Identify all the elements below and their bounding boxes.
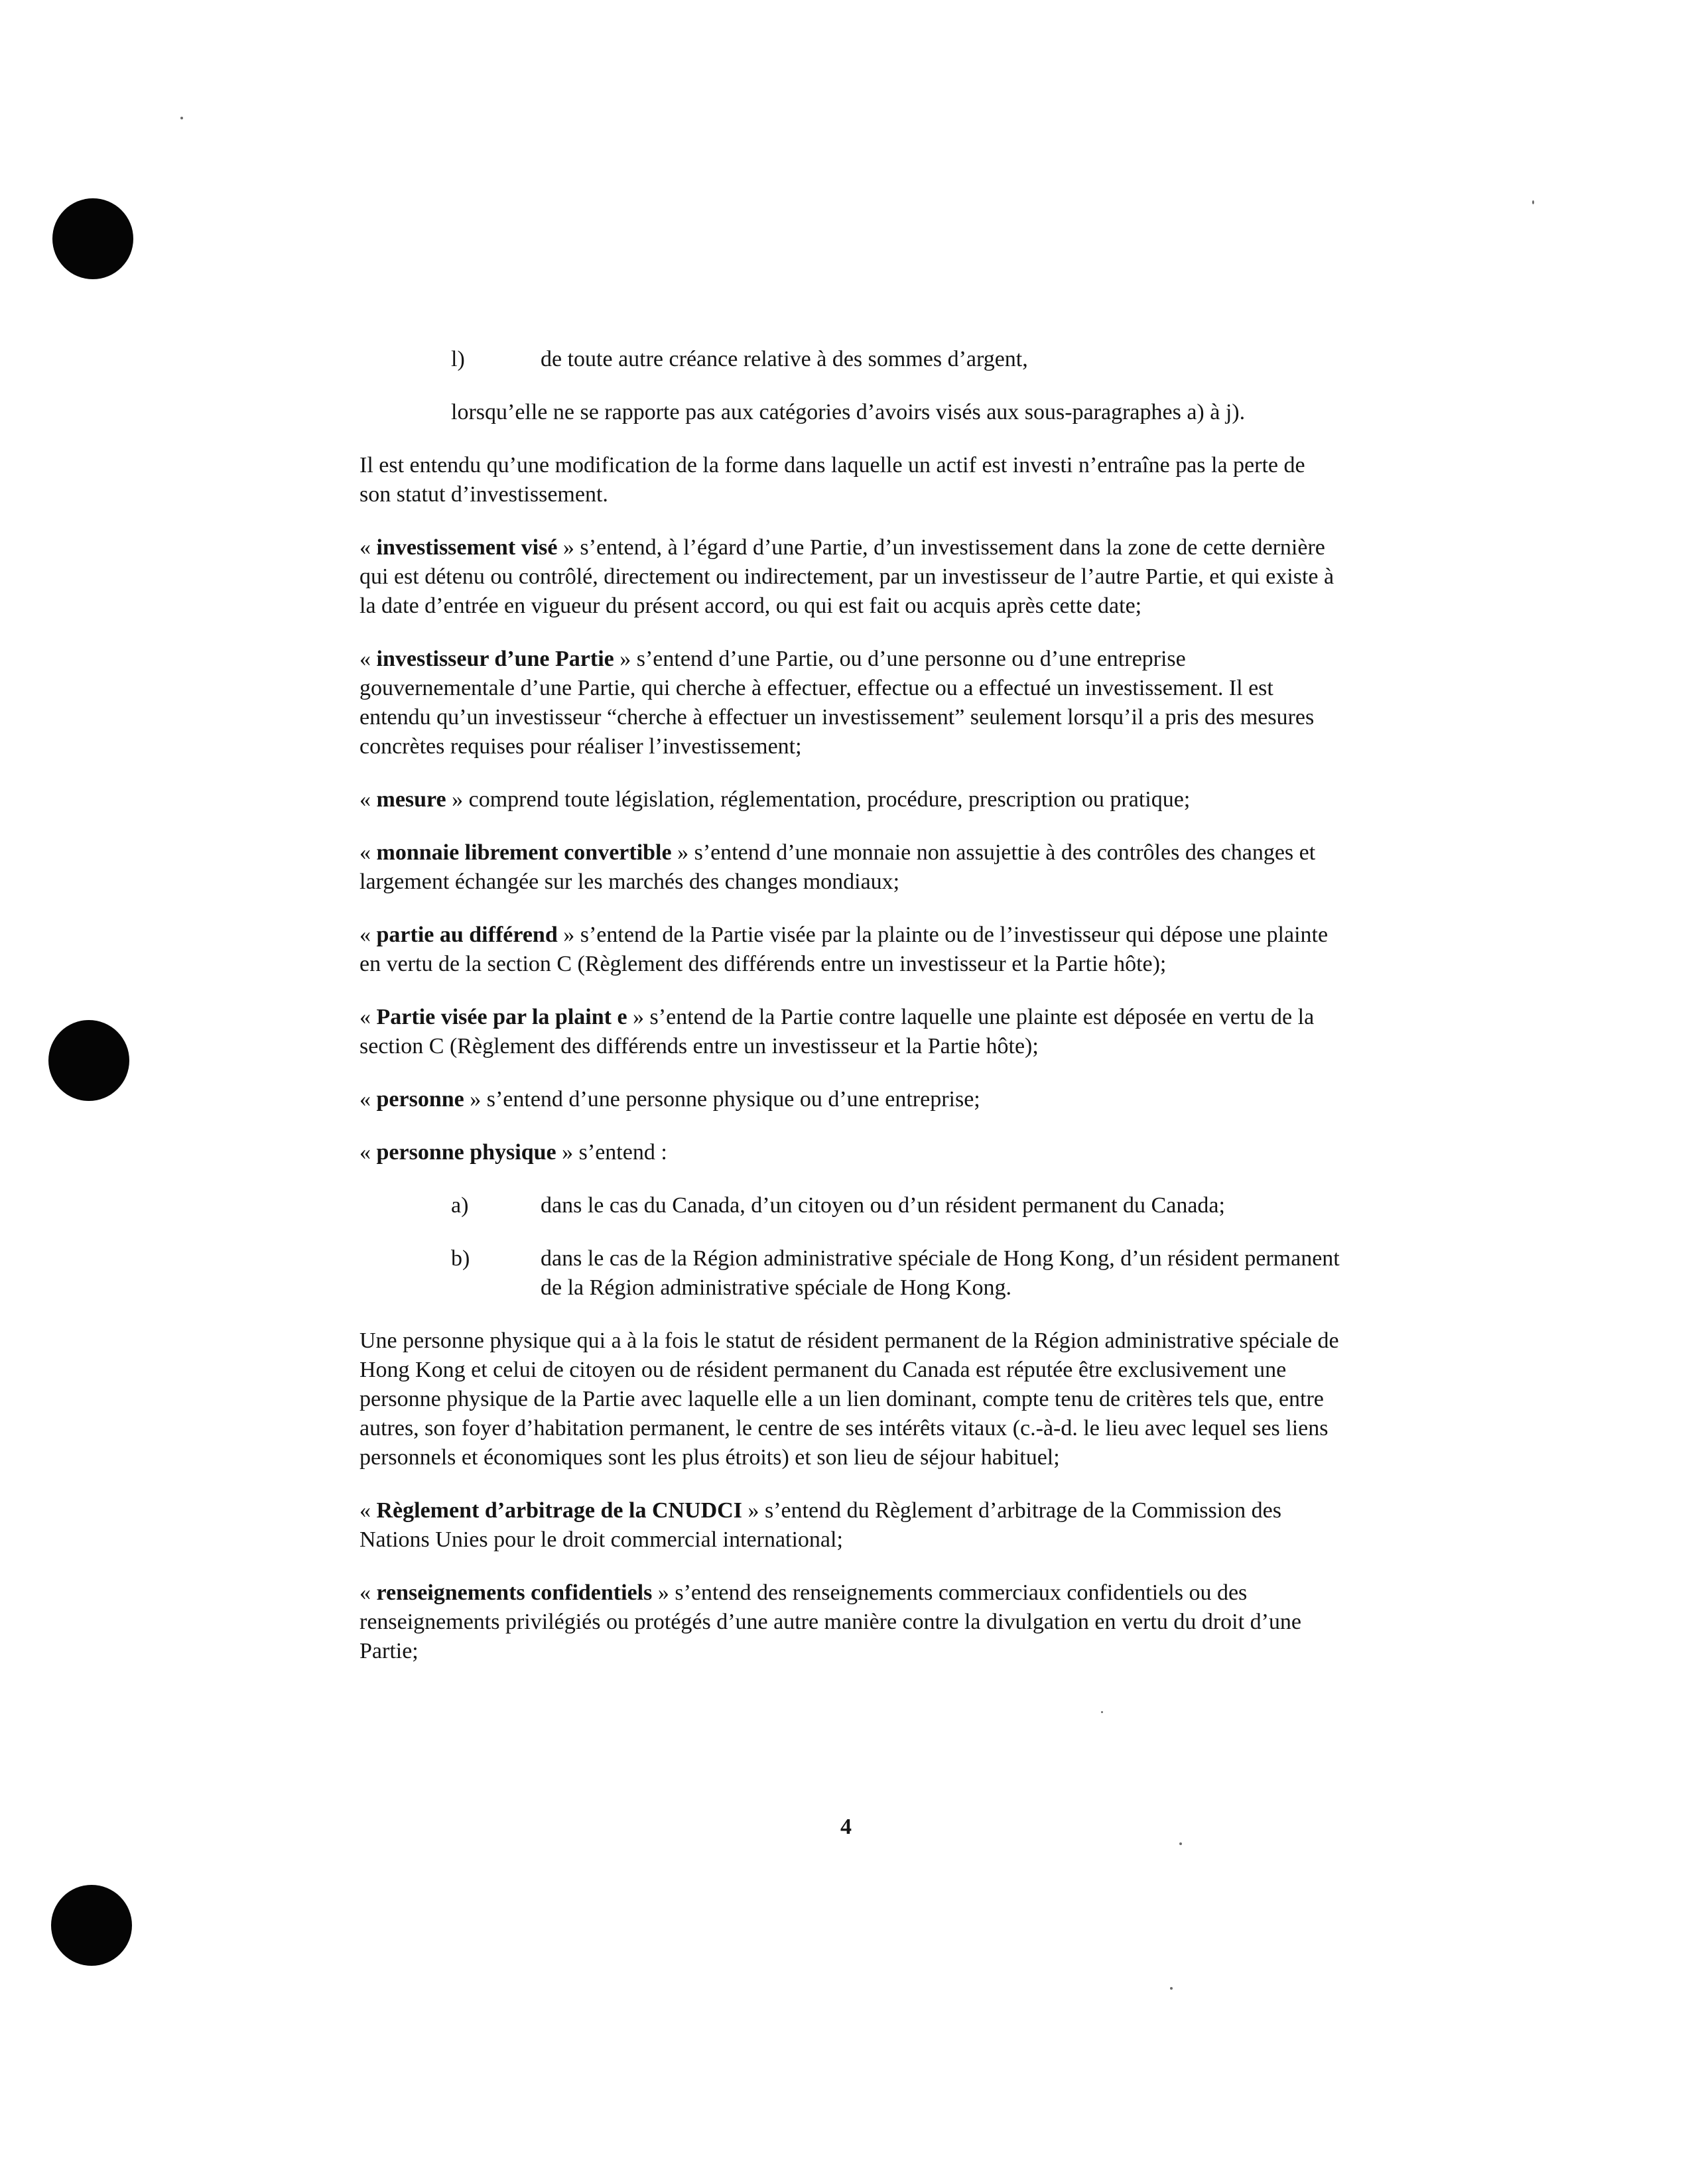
scan-speck bbox=[1179, 1842, 1182, 1845]
defined-term: renseignements confidentiels bbox=[376, 1580, 653, 1605]
quote-open: « bbox=[359, 1580, 377, 1605]
definition-reglement-cnudci bbox=[359, 1496, 1341, 1555]
quote-open: « bbox=[359, 1140, 377, 1165]
list-marker: a) bbox=[451, 1193, 469, 1218]
definition-text: » s’entend, à l’égard d’une Partie, d’un investissement dans la zone de cette dernière qui est détenu ou contrôlé, directement ou indirectement, par un investisseur de l’autre Partie, et qui existe à la date d’entrée en vigueur du présent accord, ou qui est fait ou acquis après cette date; bbox=[359, 535, 1334, 618]
defined-term: investisseur d’une Partie bbox=[376, 647, 614, 671]
definition-text: » s’entend : bbox=[556, 1140, 667, 1165]
defined-term: personne bbox=[376, 1087, 464, 1112]
sub-item-b bbox=[359, 1244, 1341, 1303]
scan-speck bbox=[1532, 200, 1534, 204]
defined-term: partie au différend bbox=[376, 923, 558, 947]
quote-open: « bbox=[359, 1005, 377, 1029]
definition-renseignements bbox=[359, 1578, 1341, 1666]
defined-term: Règlement d’arbitrage de la CNUDCI bbox=[376, 1498, 742, 1523]
sub-item-a bbox=[359, 1191, 1341, 1220]
list-item-text: de toute autre créance relative à des sommes d’argent, bbox=[541, 347, 1028, 371]
list-item-l bbox=[359, 345, 1341, 374]
document-body bbox=[359, 345, 1341, 1690]
list-marker: b) bbox=[451, 1246, 470, 1271]
definition-text: » s’entend d’une Partie, ou d’une personne ou d’une entreprise gouvernementale d’une Partie, qui cherche à effectuer, effectue ou a effectué un investissement. Il est entendu qu’un investisseur “cherche à effectuer un investissement” seulement lorsqu’il a pris des mesures concrètes requises pour réaliser l’investissement; bbox=[359, 647, 1315, 759]
definition-text: » s’entend de la Partie contre laquelle une plainte est déposée en vertu de la section C (Règlement des différends entre un investisseur et la Partie hôte); bbox=[359, 1005, 1315, 1059]
quote-open: « bbox=[359, 1498, 377, 1523]
definition-investissement-vise bbox=[359, 533, 1341, 621]
definition-text: » s’entend des renseignements commerciaux confidentiels ou des renseignements privilégiés ou protégés d’une autre manière contre la divulgation en vertu du droit d’une Partie; bbox=[359, 1580, 1301, 1663]
item-continuation: lorsqu’elle ne se rapporte pas aux catégories d’avoirs visés aux sous-paragraphes a) à j). bbox=[451, 400, 1246, 424]
definition-personne-physique bbox=[359, 1138, 1341, 1167]
definition-text: » s’entend du Règlement d’arbitrage de la Commission des Nations Unies pour le droit commercial international; bbox=[359, 1498, 1281, 1552]
definition-investisseur-partie bbox=[359, 645, 1341, 761]
definition-text: » s’entend d’une personne physique ou d’une entreprise; bbox=[464, 1087, 980, 1112]
defined-term: monnaie librement convertible bbox=[376, 840, 672, 865]
punch-hole-bottom bbox=[51, 1885, 132, 1966]
scan-speck bbox=[180, 117, 183, 119]
definition-text: » s’entend d’une monnaie non assujettie à des contrôles des changes et largement échangée sur les marchés des changes mondiaux; bbox=[359, 840, 1316, 894]
punch-hole-top bbox=[52, 198, 133, 279]
sub-item-text: dans le cas de la Région administrative spéciale de Hong Kong, d’un résident permanent de la Région administrative spéciale de Hong Kong. bbox=[541, 1246, 1340, 1300]
quote-open: « bbox=[359, 1087, 377, 1112]
quote-open: « bbox=[359, 923, 377, 947]
definition-partie-differend bbox=[359, 921, 1341, 979]
page-number: 4 bbox=[840, 1815, 852, 1839]
punch-hole-middle bbox=[48, 1020, 129, 1101]
definition-text: » s’entend de la Partie visée par la plainte ou de l’investisseur qui dépose une plainte en vertu de la section C (Règlement des différends entre un investisseur et la Partie hôte); bbox=[359, 923, 1329, 976]
sub-item-text: dans le cas du Canada, d’un citoyen ou d’un résident permanent du Canada; bbox=[541, 1193, 1225, 1218]
quote-open: « bbox=[359, 647, 377, 671]
quote-open: « bbox=[359, 535, 377, 560]
definition-text: » comprend toute législation, réglementation, procédure, prescription ou pratique; bbox=[446, 787, 1191, 812]
defined-term: mesure bbox=[376, 787, 446, 812]
list-marker: l) bbox=[451, 347, 465, 371]
paragraph-double-status: Une personne physique qui a à la fois le statut de résident permanent de la Région administrative spéciale de Hong Kong et celui de citoyen ou de résident permanent du Canada est réputée être exclusivement une personne physique de la Partie avec laquelle elle a un lien dominant, compte tenu de critères tels que, entre autres, son foyer d’habitation permanent, le centre de ses intérêts vitaux (c.-à-d. le lieu avec lequel ses liens personnels et économiques sont les plus étroits) et son lieu de séjour habituel; bbox=[359, 1328, 1339, 1470]
definition-partie-visee bbox=[359, 1003, 1341, 1061]
definition-monnaie bbox=[359, 838, 1341, 897]
defined-term: investissement visé bbox=[376, 535, 558, 560]
defined-term: Partie visée par la plaint e bbox=[376, 1005, 627, 1029]
defined-term: personne physique bbox=[376, 1140, 556, 1165]
paragraph-modification: Il est entendu qu’une modification de la forme dans laquelle un actif est investi n’entraîne pas la perte de son statut d’investissement. bbox=[359, 453, 1305, 507]
quote-open: « bbox=[359, 840, 377, 865]
scan-speck bbox=[1101, 1711, 1103, 1713]
definition-mesure bbox=[359, 785, 1341, 814]
quote-open: « bbox=[359, 787, 377, 812]
scan-speck bbox=[1170, 1987, 1173, 1990]
definition-personne bbox=[359, 1085, 1341, 1114]
